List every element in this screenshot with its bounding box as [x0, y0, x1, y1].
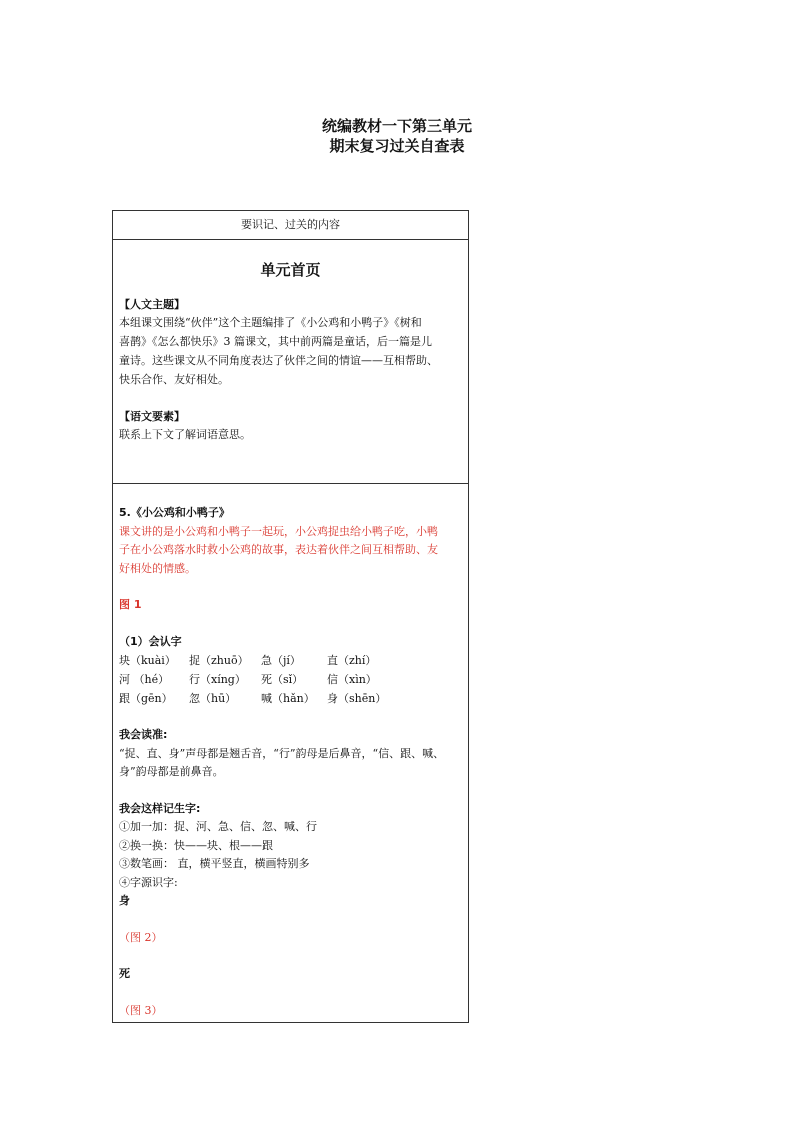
figure-3-placeholder: （图 3）: [119, 1003, 163, 1017]
memory-line: ④字源识字:: [119, 875, 178, 889]
char-item: 身（shēn）: [327, 692, 387, 705]
lesson-summary-line: 好相处的情感。: [119, 561, 196, 575]
theme-heading: 【人文主题】: [119, 298, 185, 311]
recognize-heading: （1）会认字: [119, 634, 182, 648]
char-item: 急（jí）: [261, 654, 301, 667]
read-line: 身”韵母都是前鼻音。: [119, 765, 224, 778]
figure-2-placeholder: （图 2）: [119, 930, 163, 944]
theme-line: 本组课文围绕“伙伴”这个主题编排了《小公鸡和小鸭子》《树和: [119, 316, 422, 329]
theme-line: 喜鹊》《怎么都快乐》3 篇课文，其中前两篇是童话，后一篇是儿: [119, 335, 432, 348]
char-shen: 身: [119, 894, 130, 907]
memory-heading: 我会这样记生字:: [119, 801, 201, 815]
page-title: [0, 116, 794, 156]
element-heading: 【语文要素】: [119, 410, 185, 423]
lesson-section: [113, 484, 468, 1020]
read-line: “捉、直、身”声母都是翘舌音，“行”韵母是后鼻音，“信、跟、喊、: [119, 746, 445, 760]
theme-line: 童诗。这些课文从不同角度表达了伙伴之间的情谊——互相帮助、: [119, 354, 438, 367]
char-row: [119, 689, 462, 708]
theme-line: 快乐合作、友好相处。: [119, 373, 229, 386]
char-item: 跟（gēn）: [119, 692, 173, 705]
memory-line: ③数笔画： 直，横平竖直，横画特别多: [119, 857, 310, 870]
memory-line: ①加一加：捉、河、急、信、忽、喊、行: [119, 820, 317, 833]
char-item: 块（kuài）: [119, 654, 176, 667]
memory-line: ②换一换：快——块、根——跟: [119, 838, 273, 852]
lesson-summary-line: 子在小公鸡落水时救小公鸡的故事，表达着伙伴之间互相帮助、友: [119, 543, 438, 556]
char-item: 行（xíng）: [189, 673, 246, 686]
char-row: [119, 670, 462, 689]
char-item: 河 （hé）: [119, 673, 170, 686]
char-item: 死（sǐ）: [261, 673, 304, 686]
char-item: 捉（zhuō）: [189, 654, 249, 667]
figure-1-placeholder: 图 1: [119, 598, 142, 611]
title-line-2: 期末复习过关自查表: [329, 137, 465, 155]
char-item: 忽（hū）: [189, 692, 237, 705]
lesson-title: 5.《小公鸡和小鸭子》: [119, 506, 230, 519]
char-item: 直（zhí）: [327, 654, 377, 667]
unit-section: [113, 260, 468, 484]
element-text: 联系上下文了解词语意思。: [119, 428, 251, 441]
review-table: [112, 210, 469, 1023]
char-item: 信（xìn）: [327, 673, 377, 686]
table-header: 要识记、过关的内容: [113, 211, 468, 240]
char-item: 喊（hǎn）: [261, 692, 315, 705]
char-si: 死: [119, 967, 130, 980]
lesson-summary-line: 课文讲的是小公鸡和小鸭子一起玩，小公鸡捉虫给小鸭子吃，小鸭: [119, 524, 438, 538]
char-row: [119, 651, 462, 670]
title-line-1: 统编教材一下第三单元: [321, 117, 472, 135]
read-heading: 我会读准:: [119, 728, 168, 741]
unit-title: 单元首页: [260, 261, 321, 279]
